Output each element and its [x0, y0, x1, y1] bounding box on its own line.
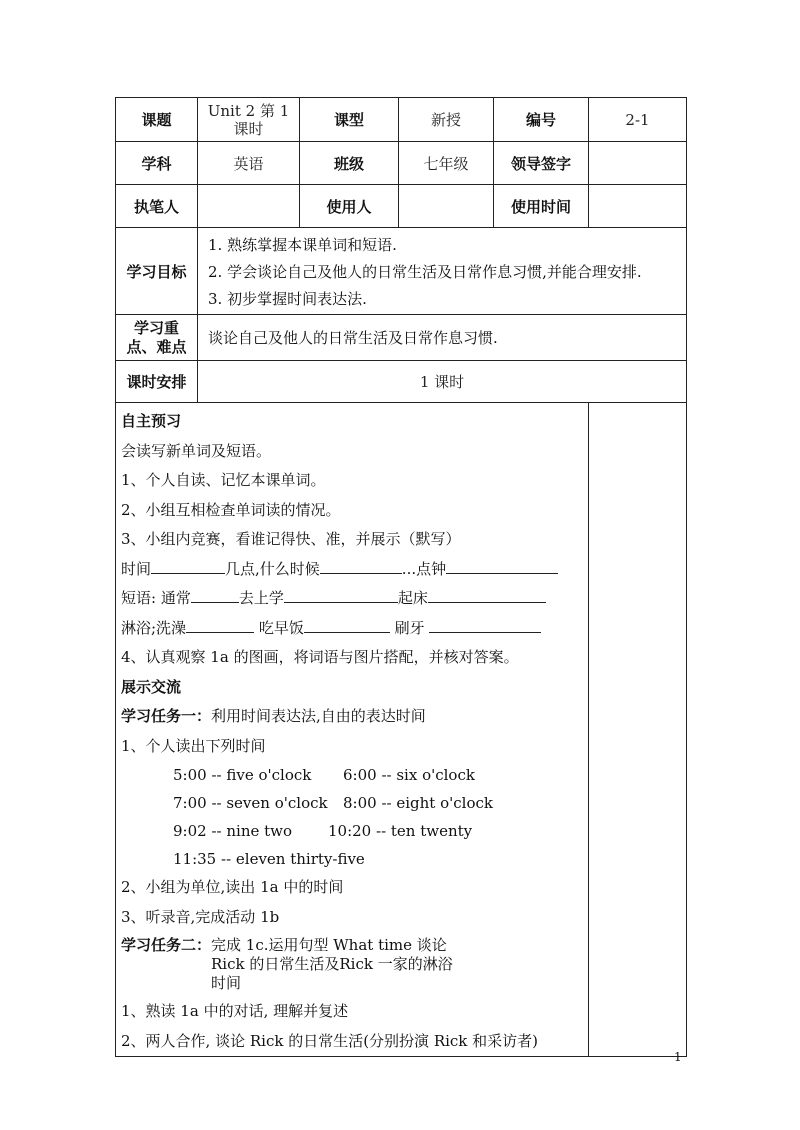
- time-item: 6:00 -- six o'clock: [343, 766, 475, 784]
- time-row: [121, 845, 588, 873]
- use-time-label: 使用时间: [494, 185, 589, 228]
- type-label: 课型: [300, 98, 399, 142]
- time-item: 9:02 -- nine two: [173, 822, 293, 840]
- class-value: 七年级: [399, 142, 494, 185]
- task2-step: 1、熟读 1a 中的对话, 理解并复述: [121, 1002, 349, 1020]
- topic-label: 课题: [116, 98, 198, 142]
- fill-label: ...点钟: [401, 559, 447, 578]
- time-item: 10:20 -- ten twenty: [328, 822, 473, 840]
- goal-item: 3. 初步掌握时间表达法.: [208, 289, 367, 308]
- fill-blank-row-3: [121, 614, 588, 644]
- subject-value: 英语: [198, 142, 300, 185]
- blank-line: [151, 559, 225, 574]
- user-field: [399, 185, 494, 228]
- schedule-label: 课时安排: [116, 361, 198, 403]
- lesson-content: [116, 403, 589, 1057]
- task1-step: 2、小组为单位,读出 1a 中的时间: [121, 878, 344, 896]
- task1-text: 利用时间表达法,自由的表达时间: [211, 707, 426, 725]
- type-value: 新授: [399, 98, 494, 142]
- header-row-2: [116, 142, 687, 185]
- author-field: [198, 185, 300, 228]
- header-row-1: [116, 98, 687, 142]
- fill-blank-row-1: [121, 555, 588, 585]
- task1-line: [121, 702, 588, 732]
- blank-line: [186, 618, 254, 633]
- task2-label: 学习任务二：: [121, 936, 212, 954]
- task1-step: 1、个人读出下列时间: [121, 736, 266, 755]
- fill-label: 淋浴;洗澡: [121, 618, 187, 637]
- blank-line: [429, 618, 541, 633]
- topic-value: Unit 2 第 1 课时: [198, 98, 300, 142]
- key-points-value: 谈论自己及他人的日常生活及日常作息习惯.: [198, 315, 687, 361]
- task1-label: 学习任务一：: [121, 707, 212, 725]
- page-number: 1: [674, 1050, 682, 1064]
- leader-sign-label: 领导签字: [494, 142, 589, 185]
- subject-label: 学科: [116, 142, 198, 185]
- goal-item: 1. 熟练掌握本课单词和短语.: [208, 235, 397, 254]
- blank-line: [428, 588, 546, 603]
- blank-line: [284, 588, 398, 603]
- exchange-heading: 展示交流: [121, 677, 182, 696]
- blank-line: [191, 588, 239, 603]
- goals-list: [198, 228, 687, 315]
- task2-line: [121, 932, 588, 997]
- blank-line: [320, 559, 402, 574]
- preview-heading: 自主预习: [121, 412, 182, 430]
- time-row: [121, 789, 588, 817]
- header-row-3: [116, 185, 687, 228]
- time-row: [121, 817, 588, 845]
- time-item: 7:00 -- seven o'clock: [173, 794, 328, 812]
- fill-label: 吃早饭: [258, 618, 304, 637]
- author-label: 执笔人: [116, 185, 198, 228]
- schedule-row: [116, 361, 687, 403]
- content-row: [116, 403, 687, 1057]
- goals-row: [116, 228, 687, 315]
- preview-line: 会读写新单词及短语。: [121, 441, 272, 460]
- goals-label: 学习目标: [116, 228, 198, 315]
- leader-sign-field: [589, 142, 687, 185]
- preview-line: 2、小组互相检查单词读的情况。: [121, 500, 341, 519]
- blank-line: [304, 618, 390, 633]
- time-item: 5:00 -- five o'clock: [173, 766, 312, 784]
- key-points-label: 学习重点、难点: [116, 315, 198, 361]
- task2-text: 完成 1c.运用句型 What time 谈论 Rick 的日常生活及Rick 一家的淋浴时间: [211, 936, 453, 992]
- preview-line: 1、个人自读、记忆本课单词。: [121, 471, 326, 489]
- preview-line: 3、小组内竞赛，看谁记得快、准，并展示（默写）: [121, 530, 461, 548]
- fill-label: 起床: [397, 589, 428, 607]
- fill-blank-row-2: [121, 584, 588, 614]
- key-points-row: [116, 315, 687, 361]
- task2-step: 2、两人合作, 谈论 Rick 的日常生活(分别扮演 Rick 和采访者): [121, 1031, 539, 1050]
- fill-label: 短语: 通常: [121, 589, 191, 607]
- use-time-field: [589, 185, 687, 228]
- goal-item: 2. 学会谈论自己及他人的日常生活及日常作息习惯,并能合理安排.: [208, 262, 642, 281]
- preview-line: 4、认真观察 1a 的图画，将词语与图片搭配，并核对答案。: [121, 648, 519, 666]
- fill-label: 时间: [121, 559, 152, 578]
- lesson-plan-table: [115, 97, 687, 1057]
- number-label: 编号: [494, 98, 589, 142]
- class-label: 班级: [300, 142, 399, 185]
- blank-line: [446, 559, 558, 574]
- notes-column: [589, 403, 687, 1057]
- time-item: 11:35 -- eleven thirty-five: [173, 850, 365, 868]
- time-row: [121, 761, 588, 789]
- fill-label: 刷牙: [394, 618, 425, 637]
- fill-label: 去上学: [238, 589, 284, 607]
- time-item: 8:00 -- eight o'clock: [343, 794, 493, 812]
- schedule-value: 1 课时: [198, 361, 687, 403]
- fill-label: 几点,什么时候: [225, 559, 320, 578]
- task1-step: 3、听录音,完成活动 1b: [121, 907, 280, 926]
- user-label: 使用人: [300, 185, 399, 228]
- number-value: 2-1: [589, 98, 687, 142]
